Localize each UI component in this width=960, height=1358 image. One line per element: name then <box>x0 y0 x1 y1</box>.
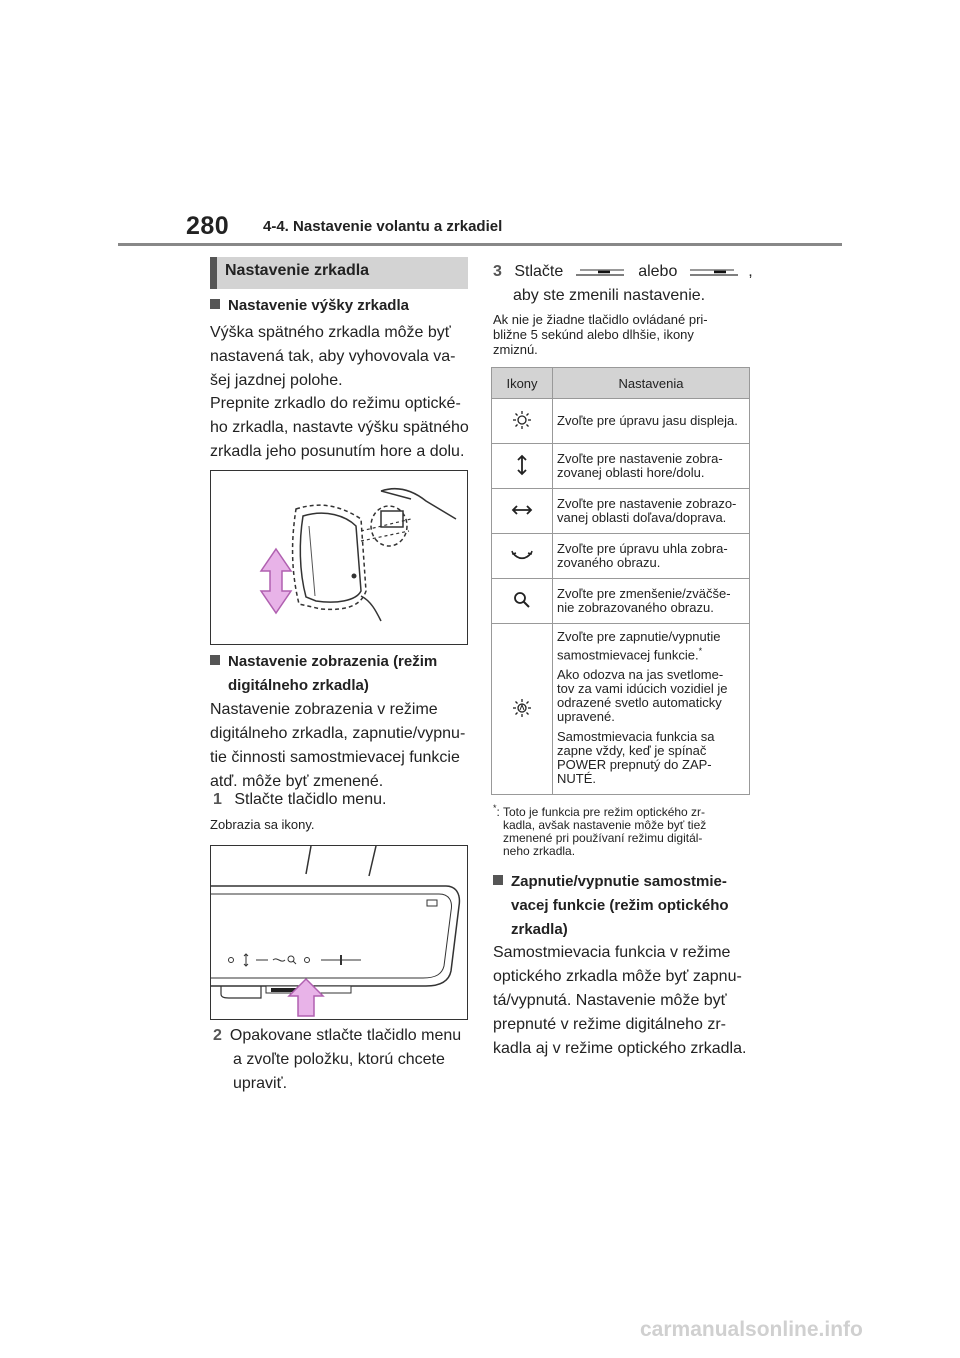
table-row <box>492 444 750 489</box>
watermark: carmanualsonline.info <box>640 1318 863 1341</box>
paragraph-display: Nastavenie zobrazenia v režime digitálneho zrkadla, zapnutie/vypnu- tie činnosti samostmievacej funkcie atď. môže byť zmenené. <box>210 701 466 790</box>
table-cell-setting: Zvoľte pre zmenšenie/zväčše- nie zobrazovaného obrazu. <box>553 579 750 624</box>
table-cell-icon <box>492 489 553 534</box>
tilt-icon <box>511 548 533 562</box>
chapter-title: 4-4. Nastavenie volantu a zrkadiel <box>263 218 503 235</box>
footnote: *: Toto je funkcia pre režim optického zr- kadla, avšak nastavenie môže byť tiež zmenené pri používaní režimu digitál- neho zrkadla. <box>493 803 707 858</box>
table-cell-setting: Zvoľte pre úpravu uhla zobra- zovaného obrazu. <box>553 534 750 579</box>
step-3-cont: aby ste zmenili nastavenie. <box>513 287 706 304</box>
mirror-height-figure <box>210 470 468 645</box>
table-cell-icon <box>492 399 553 444</box>
table-row <box>492 399 750 444</box>
paragraph-auto-dimming: Samostmievacia funkcia v režime optického zrkadla môže byť zapnu- tá/vypnutá. Nastavenie môže byť prepnuté v režime digitálneho zr- kadla aj v režime optického zrkadla. <box>493 944 747 1057</box>
zoom-icon <box>513 591 531 609</box>
mirror-height-illustration <box>211 471 467 644</box>
table-cell-setting: Zvoľte pre nastavenie zobrazo- vanej oblasti doľava/doprava. <box>553 489 750 534</box>
table-cell-icon <box>492 579 553 624</box>
up-arrow-icon <box>289 979 323 1016</box>
square-bullet-icon <box>210 655 220 665</box>
section-title: Nastavenie zrkadla <box>225 262 370 279</box>
step-3: 3 Stlačte alebo , <box>493 263 753 280</box>
square-bullet-icon <box>210 299 220 309</box>
paragraph-height-1: Výška spätného zrkadla môže byť nastavená tak, aby vyhovovala va- šej jazdnej polohe. <box>210 324 456 389</box>
table-header-icons: Ikony <box>492 368 553 399</box>
paragraph-height-2: Prepnite zrkadlo do režimu optické- ho zrkadla, nastavte výšku spätného zrkadla jeho posunutím hore a dolu. <box>210 395 469 460</box>
auto-dimming-icon <box>512 698 532 718</box>
subsection-display-title: Nastavenie zobrazenia (režim digitálneho zrkadla) <box>210 650 437 698</box>
timeout-note: Ak nie je žiadne tlačidlo ovládané pri- bližne 5 sekúnd alebo dlhšie, ikony zmiznú. <box>493 312 708 357</box>
step-1: 1 Stlačte tlačidlo menu. <box>213 791 387 808</box>
table-row <box>492 624 750 795</box>
step-1-note: Zobrazia sa ikony. <box>210 817 315 832</box>
header-rule <box>118 243 842 246</box>
section-title-box <box>210 257 468 289</box>
table-cell-icon <box>492 444 553 489</box>
page-number: 280 <box>186 212 230 240</box>
subsection-height-title: Nastavenie výšky zrkadla <box>210 294 409 318</box>
table-cell-icon <box>492 624 553 795</box>
horizontal-arrows-icon <box>511 504 533 516</box>
table-header-row <box>492 368 750 399</box>
icons-table <box>491 367 750 795</box>
brightness-icon <box>512 410 532 430</box>
vertical-arrows-icon <box>516 454 528 476</box>
table-row <box>492 534 750 579</box>
table-row <box>492 489 750 534</box>
step-2: 2 Opakovane stlačte tlačidlo menu a zvoľte položku, ktorú chcete upraviť. <box>213 1027 462 1092</box>
next-button-icon <box>688 265 742 279</box>
table-row <box>492 579 750 624</box>
table-cell-setting: Zvoľte pre zapnutie/vypnutie samostmievacej funkcie.* Ako odozva na jas svetlome- tov za vami idúcich vozidiel je odrazené svetlo automaticky upravené. Samostmievacia funkcia sa zapne vždy, keď je spínač POWER prepnutý do ZAP- NUTÉ. <box>553 624 750 795</box>
table-cell-setting: Zvoľte pre nastavenie zobra- zovanej oblasti hore/dolu. <box>553 444 750 489</box>
subsection-auto-dimming-title: Zapnutie/vypnutie samostmie- vacej funkcie (režim optického zrkadla) <box>493 870 729 942</box>
table-cell-setting: Zvoľte pre úpravu jasu displeja. <box>553 399 750 444</box>
table-cell-icon <box>492 534 553 579</box>
digital-mirror-illustration <box>211 846 467 1019</box>
table-header-settings: Nastavenia <box>553 368 750 399</box>
digital-mirror-figure <box>210 845 468 1020</box>
square-bullet-icon <box>493 875 503 885</box>
previous-button-icon <box>574 265 628 279</box>
up-down-arrow-icon <box>261 549 291 613</box>
